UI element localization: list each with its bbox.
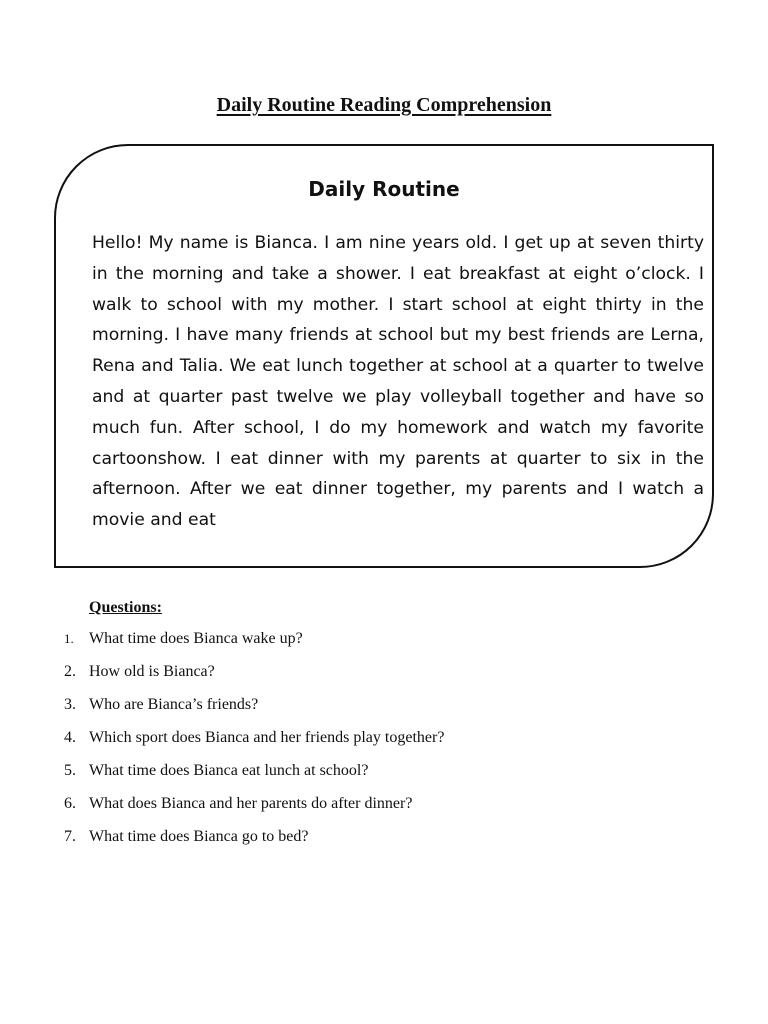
passage-heading: Daily Routine: [308, 177, 460, 201]
questions-heading: Questions:: [89, 599, 162, 616]
passage-box: [54, 144, 714, 568]
question-text: Who are Bianca’s friends?: [89, 696, 259, 713]
question-text: What time does Bianca wake up?: [89, 630, 303, 647]
question-text: What time does Bianca eat lunch at school?: [89, 762, 369, 779]
question-text: How old is Bianca?: [89, 663, 215, 680]
passage-text: Hello! My name is Bianca. I am nine years old. I get up at seven thirty in the morning and take a shower. I eat breakfast at eight o’clock. I walk to school with my mother. I start school at eight thirty in the morning. I have many friends at school but my best friends are Lerna, Rena and Talia. We eat lunch together at school at a quarter to twelve and at quarter past twelve we play volleyball together and have so much fun. After school, I do my homework and watch my favorite cartoonshow. I eat dinner with my parents at quarter to six in the afternoon. After we eat dinner together, my parents and I watch a movie and eat: [92, 233, 704, 531]
question-number: 4.: [64, 729, 76, 746]
question-list: [0, 628, 768, 859]
question-text: What time does Bianca go to bed?: [89, 828, 309, 845]
page-title: Daily Routine Reading Comprehension: [216, 94, 552, 116]
question-number: 7.: [64, 828, 76, 845]
question-text: What does Bianca and her parents do after dinner?: [89, 795, 413, 812]
question-number: 3.: [64, 696, 76, 713]
question-item-1: [0, 628, 768, 661]
question-number: 5.: [64, 762, 76, 779]
question-text: Which sport does Bianca and her friends play together?: [89, 729, 445, 746]
question-item-2: [0, 661, 768, 694]
question-item-5: [0, 760, 768, 793]
question-item-7: [0, 826, 768, 859]
question-item-4: [0, 727, 768, 760]
question-number: 1.: [64, 631, 74, 646]
question-number: 6.: [64, 795, 76, 812]
question-item-6: [0, 793, 768, 826]
question-item-3: [0, 694, 768, 727]
question-number: 2.: [64, 663, 76, 680]
